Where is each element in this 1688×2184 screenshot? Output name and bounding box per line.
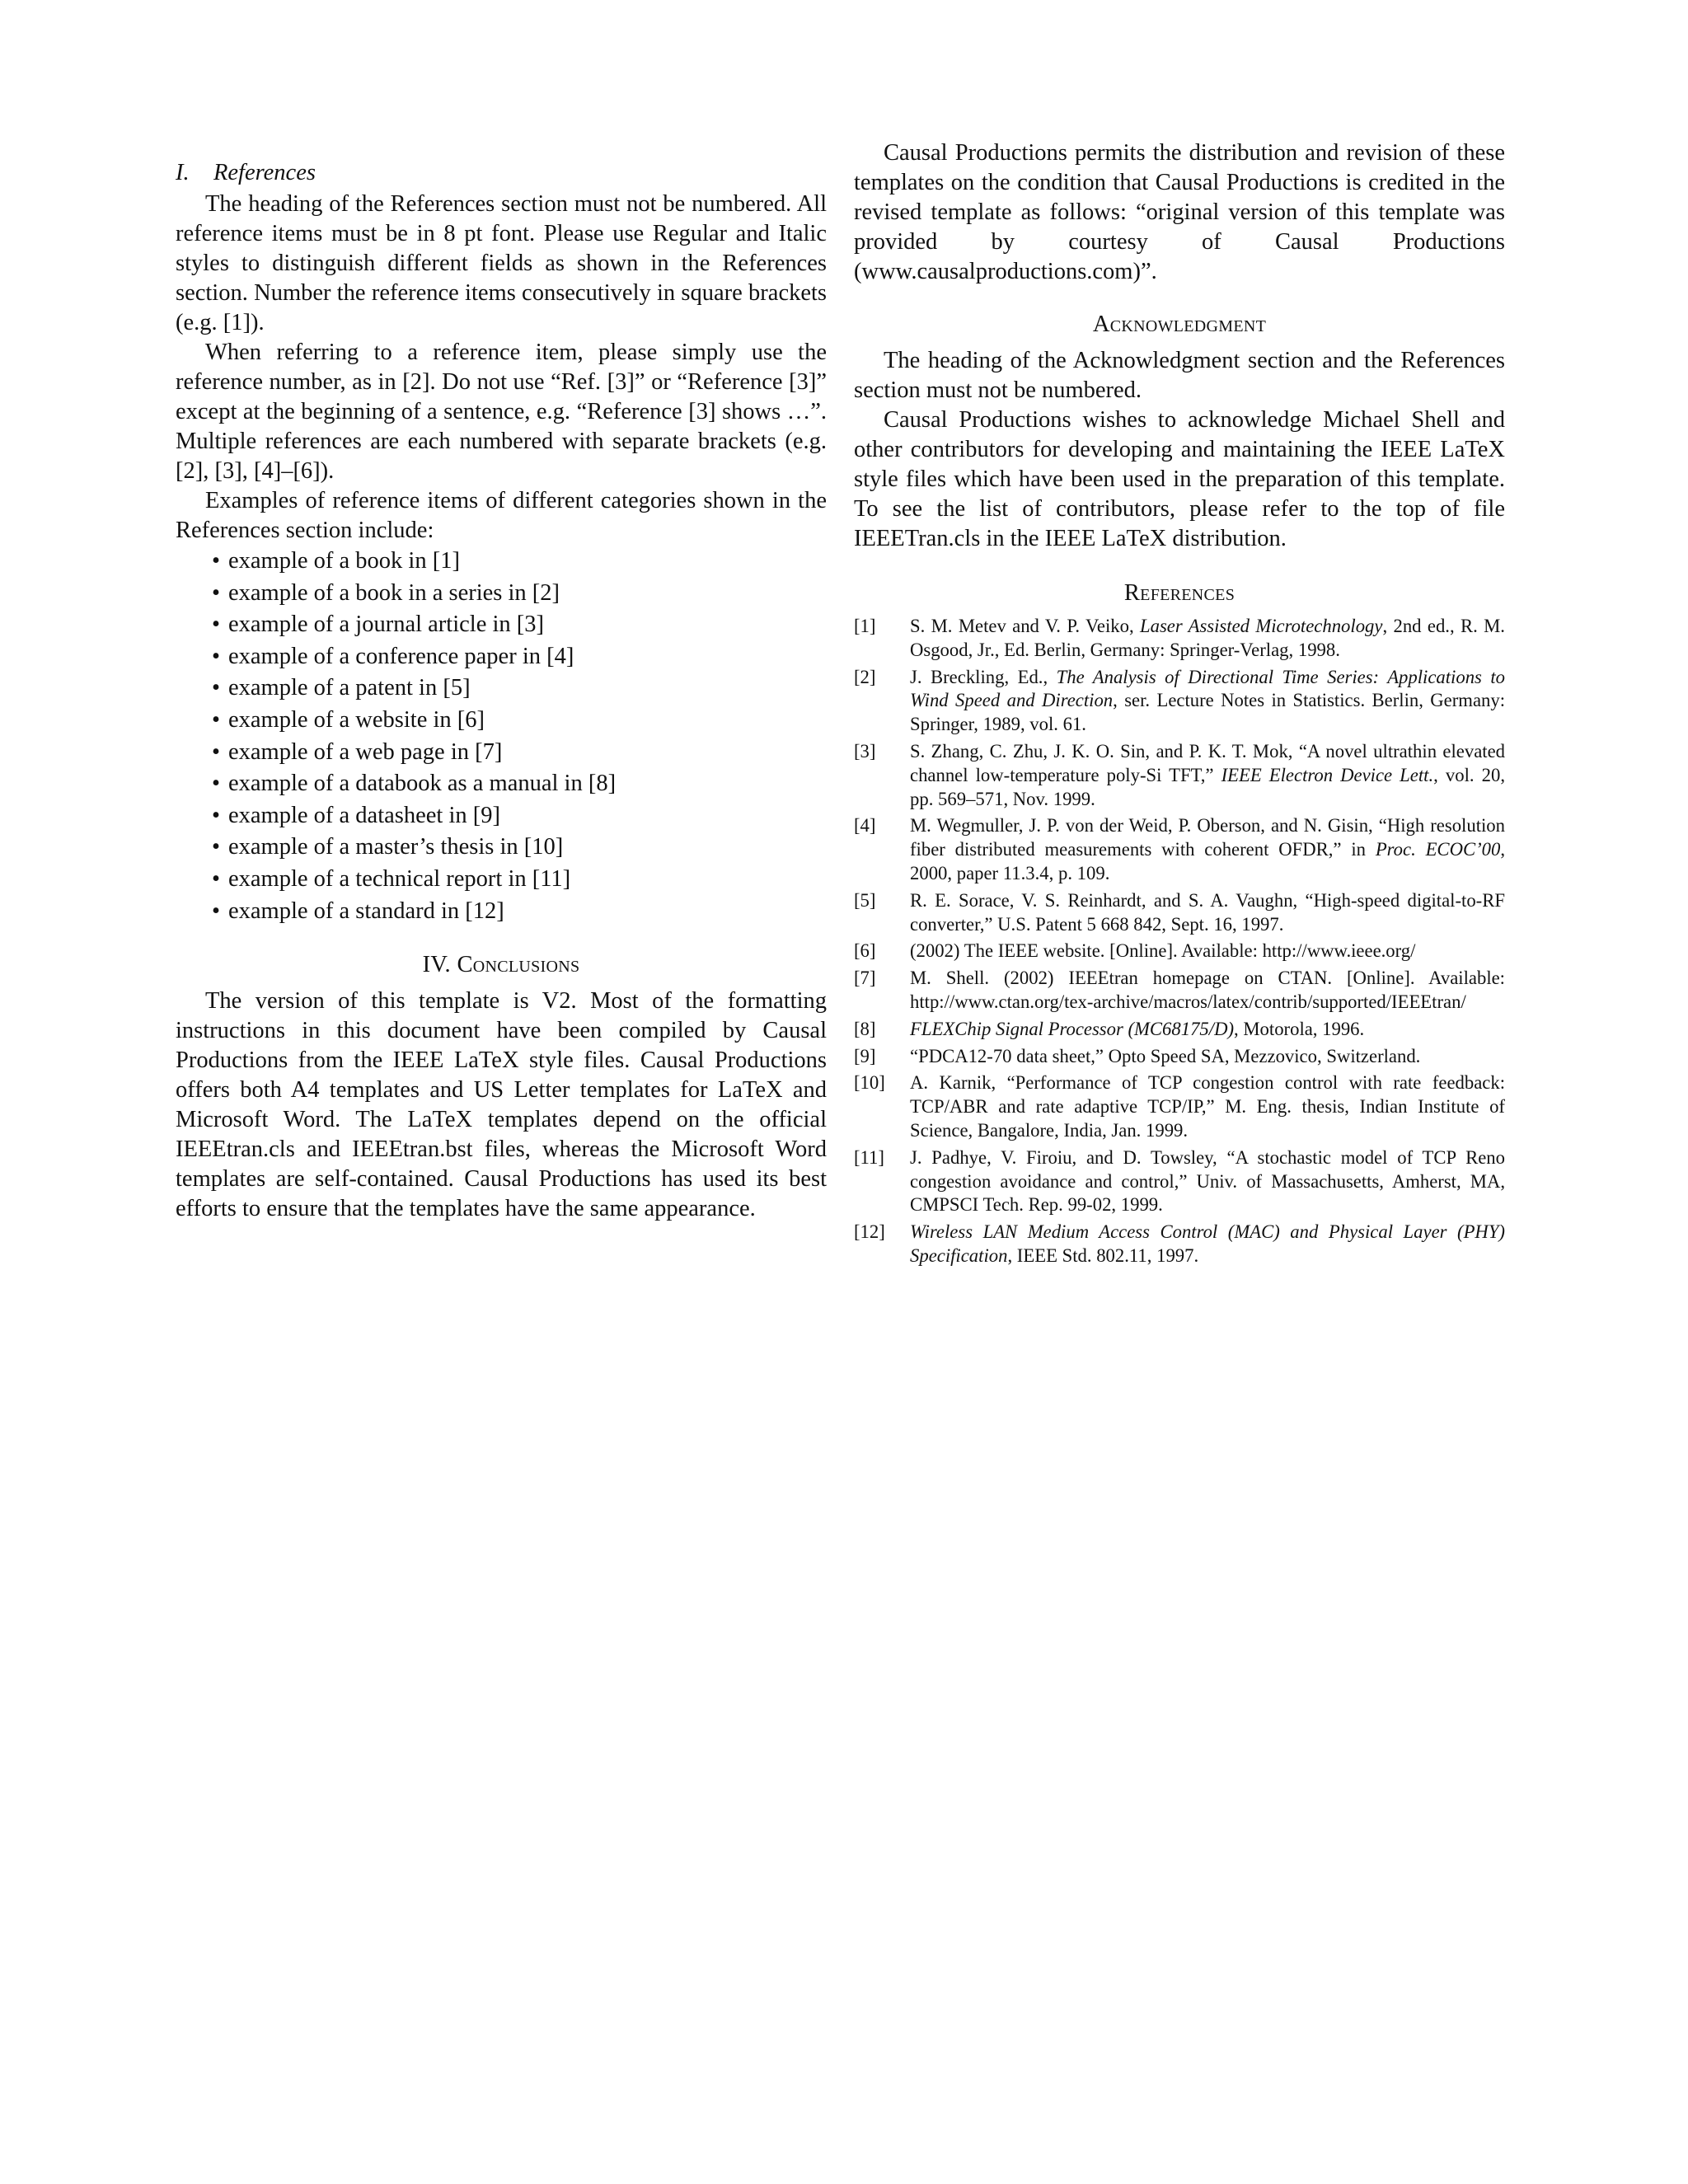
reference-number: [10] bbox=[854, 1072, 885, 1094]
reference-number: [12] bbox=[854, 1221, 885, 1243]
bullet-item: • example of a patent in [5] bbox=[212, 673, 827, 705]
right-column bbox=[854, 138, 1505, 1272]
section-heading-acknowledgment: Acknowledgment bbox=[1092, 312, 1267, 337]
reference-pre: S. M. Metev and V. P. Veiko, bbox=[910, 616, 1140, 636]
reference-text bbox=[910, 740, 1505, 811]
acknowledgment-paragraph: The heading of the Acknowledgment section and the References section must not be numbered. bbox=[854, 348, 1505, 403]
bullet-item: • example of a conference paper in [4] bbox=[212, 641, 827, 673]
reference-text bbox=[910, 967, 1505, 1015]
reference-italic: FLEXChip Signal Processor (MC68175/D) bbox=[910, 1018, 1235, 1039]
paragraph: Examples of reference items of different categories shown in the References section include: bbox=[176, 488, 827, 543]
reference-post: , ser. Lecture Notes in Statistics. Berlin, Germany: Springer, 1989, vol. 61. bbox=[910, 690, 1506, 735]
bullet-item: • example of a book in a series in [2] bbox=[212, 578, 827, 610]
bullet-item: • example of a journal article in [3] bbox=[212, 609, 827, 641]
reference-item bbox=[854, 1018, 1505, 1042]
reference-post: , Motorola, 1996. bbox=[1234, 1018, 1365, 1039]
reference-pre: J. Padhye, V. Firoiu, and D. Towsley, “A stochastic model of TCP Reno congestion avoidance and control,” Univ. of Massachusetts, Amherst, MA, CMPSCI Tech. Rep. 99-02, 1999. bbox=[910, 1146, 1505, 1216]
paragraph: The heading of the References section must not be numbered. All reference items must be in 8 pt font. Please use Regular and Italic styles to distinguish different fields as shown in the References section. Number the reference items consecutively in square brackets (e.g. [1]). bbox=[176, 191, 827, 335]
reference-text bbox=[910, 889, 1505, 937]
acknowledgment-paragraph: Causal Productions wishes to acknowledge Michael Shell and other contributors for developing and maintaining the IEEE LaTeX style files which have been used in the preparation of this template. To see the list of contributors, please refer to the top of file IEEETran.cls in the IEEE LaTeX distribution. bbox=[854, 407, 1505, 551]
reference-text bbox=[910, 615, 1505, 663]
reference-post: , 2000, paper 11.3.4, p. 109. bbox=[910, 839, 1505, 883]
reference-item bbox=[854, 967, 1505, 1015]
subsection-title: References bbox=[213, 160, 316, 185]
reference-text bbox=[910, 1146, 1505, 1217]
reference-post: , 2nd ed., R. M. Osgood, Jr., Ed. Berlin, Germany: Springer-Verlag, 1998. bbox=[910, 616, 1505, 660]
bullet-item: • example of a book in [1] bbox=[212, 546, 827, 578]
bullet-item: • example of a web page in [7] bbox=[212, 737, 827, 769]
reference-text bbox=[910, 666, 1505, 737]
bullet-item: • example of a technical report in [11] bbox=[212, 864, 827, 896]
reference-item bbox=[854, 1146, 1505, 1217]
left-column bbox=[176, 138, 827, 1224]
reference-item bbox=[854, 615, 1505, 663]
reference-number: [5] bbox=[854, 889, 876, 911]
conclusions-paragraph: The version of this template is V2. Most of the formatting instructions in this document have been compiled by Causal Productions from the IEEE LaTeX style files. Causal Productions offers both A4 templates and US Letter templates for LaTeX and Microsoft Word. The LaTeX templates depend on the official IEEEtran.cls and IEEEtran.bst files, whereas the Microsoft Word templates are self-contained. Causal Productions has used its best efforts to ensure that the templates have the same appearance. bbox=[176, 988, 827, 1222]
reference-item bbox=[854, 940, 1505, 963]
reference-pre: J. Breckling, Ed., bbox=[910, 666, 1057, 687]
reference-item bbox=[854, 1071, 1505, 1142]
reference-pre: S. Zhang, C. Zhu, J. K. O. Sin, and P. K. T. Mok, “A novel ultrathin elevated channel low-temperature poly-Si TFT,” bbox=[910, 740, 1505, 785]
reference-item bbox=[854, 1045, 1505, 1069]
bullet-item: • example of a databook as a manual in [8] bbox=[212, 768, 827, 800]
reference-text bbox=[910, 1071, 1505, 1142]
section-heading-conclusions bbox=[176, 950, 827, 980]
bullet-item: • example of a master’s thesis in [10] bbox=[212, 832, 827, 864]
reference-post: , IEEE Std. 802.11, 1997. bbox=[1007, 1244, 1199, 1266]
reference-italic: IEEE Electron Device Lett. bbox=[1221, 764, 1434, 785]
reference-text bbox=[910, 940, 1505, 963]
reference-number: [7] bbox=[854, 968, 876, 989]
reference-post: , vol. 20, pp. 569–571, Nov. 1999. bbox=[910, 764, 1505, 809]
subsection-heading-references bbox=[176, 158, 827, 188]
reference-italic: Wireless LAN Medium Access Control (MAC) and Physical Layer (PHY) Specification bbox=[910, 1221, 1505, 1266]
reference-italic: Proc. ECOC’00 bbox=[1375, 839, 1501, 860]
reference-text bbox=[910, 814, 1505, 885]
reference-number: [6] bbox=[854, 940, 876, 962]
reference-number: [4] bbox=[854, 815, 876, 837]
subsection-number: I. bbox=[176, 160, 190, 185]
reference-pre: M. Wegmuller, J. P. von der Weid, P. Oberson, and N. Gisin, “High resolution fiber distributed measurements with coherent OFDR,” in bbox=[910, 815, 1505, 860]
reference-pre: R. E. Sorace, V. S. Reinhardt, and S. A. Vaughn, “High-speed digital-to-RF converter,” U.S. Patent 5 668 842, Sept. 16, 1997. bbox=[910, 889, 1505, 935]
reference-text bbox=[910, 1221, 1505, 1268]
reference-pre: (2002) The IEEE website. [Online]. Available: http://www.ieee.org/ bbox=[910, 940, 1416, 962]
reference-italic: Laser Assisted Microtechnology bbox=[1139, 616, 1383, 636]
reference-number: [2] bbox=[854, 666, 876, 687]
section-heading-references: References bbox=[1123, 580, 1236, 606]
reference-text bbox=[910, 1045, 1505, 1069]
paragraph: Causal Productions permits the distribution and revision of these templates on the condition that Causal Productions is credited in the revised template as follows: “original version of this template was provided by courtesy of Causal Productions (www.causalproductions.com)”. bbox=[854, 140, 1505, 284]
examples-bullet-list bbox=[176, 546, 827, 927]
reference-pre: M. Shell. (2002) IEEEtran homepage on CTAN. [Online]. Available: http://www.ctan.org/tex-archive/macros/latex/contrib/supported/IEEEtran/ bbox=[910, 968, 1505, 1012]
bullet-item: • example of a website in [6] bbox=[212, 705, 827, 737]
reference-item bbox=[854, 1221, 1505, 1268]
reference-pre: A. Karnik, “Performance of TCP congestion control with rate feedback: TCP/ABR and rate adaptive TCP/IP,” M. Eng. thesis, Indian Institute of Science, Bangalore, India, Jan. 1999. bbox=[910, 1072, 1505, 1141]
reference-number: [8] bbox=[854, 1018, 876, 1039]
section-title: Conclusions bbox=[457, 952, 580, 978]
reference-number: [9] bbox=[854, 1045, 876, 1066]
reference-number: [3] bbox=[854, 740, 876, 762]
reference-pre: “PDCA12-70 data sheet,” Opto Speed SA, Mezzovico, Switzerland. bbox=[910, 1045, 1421, 1066]
reference-item bbox=[854, 666, 1505, 737]
reference-item bbox=[854, 889, 1505, 937]
bullet-item: • example of a datasheet in [9] bbox=[212, 800, 827, 832]
reference-number: [1] bbox=[854, 616, 876, 636]
section-number: IV. bbox=[422, 952, 451, 978]
paragraph: When referring to a reference item, please simply use the reference number, as in [2]. Do not use “Ref. [3]” or “Reference [3]” except at the beginning of a sentence, e.g. “Reference [3] shows …”. Multiple references are each numbered with separate brackets (e.g. [2], [3], [4]–[6]). bbox=[176, 340, 827, 484]
references-list bbox=[854, 615, 1505, 1268]
reference-number: [11] bbox=[854, 1146, 884, 1168]
bullet-item: • example of a standard in [12] bbox=[212, 896, 827, 928]
reference-italic: The Analysis of Directional Time Series: Applications to Wind Speed and Direction bbox=[910, 666, 1506, 711]
reference-item bbox=[854, 814, 1505, 885]
reference-item bbox=[854, 740, 1505, 811]
reference-text bbox=[910, 1018, 1505, 1042]
